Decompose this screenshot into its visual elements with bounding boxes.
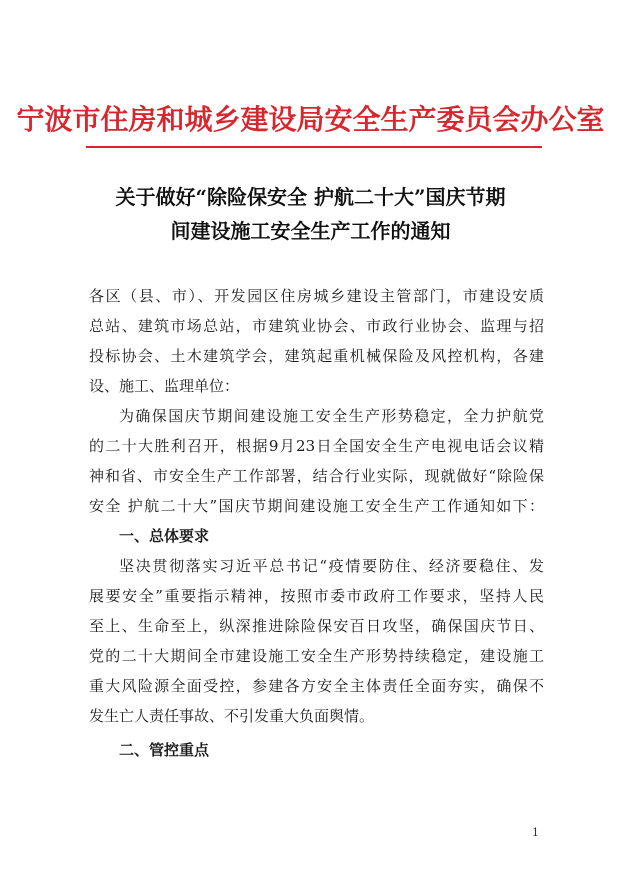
requirements-line: 发生亡人责任事故、不引发重大负面舆情。 xyxy=(89,707,375,725)
requirements-line: 重大风险源全面受控，参建各方安全主体责任全面夯实，确保不 xyxy=(89,677,544,695)
header-red-rule xyxy=(86,146,542,148)
addressee-line: 各区（县、市）、开发园区住房城乡建设主管部门，市建设安质 xyxy=(89,287,544,305)
requirements-line: 党的二十大期间全市建设施工安全生产形势持续稳定，建设施工 xyxy=(89,647,544,665)
addressee-paragraph xyxy=(89,281,544,401)
intro-line: 的二十大胜利召开，根据9月23日全国安全生产电视电话会议精 xyxy=(89,437,544,455)
requirements-line: 坚决贯彻落实习近平总书记“疫情要防住、经济要稳住、发 xyxy=(119,557,544,575)
general-requirements-paragraph xyxy=(89,551,544,731)
issuing-office-title: 宁波市住房和城乡建设局安全生产委员会办公室 xyxy=(16,103,605,136)
notice-title-line-1: 关于做好“除险保安全 护航二十大”国庆节期 xyxy=(115,185,506,209)
requirements-line: 至上、生命至上，纵深推进除险保安百日攻坚，确保国庆节日、 xyxy=(89,617,544,635)
section-heading-control-priorities: 二、管控重点 xyxy=(119,741,210,759)
notice-title-line-2: 间建设施工安全生产工作的通知 xyxy=(170,219,451,243)
intro-line: 为确保国庆节期间建设施工安全生产形势稳定，全力护航党 xyxy=(119,407,544,425)
intro-paragraph xyxy=(89,401,544,521)
document-body xyxy=(89,281,544,765)
intro-line: 神和省、市安全生产工作部署，结合行业实际，现就做好“除险保 xyxy=(89,467,544,485)
page-number: 1 xyxy=(532,826,539,839)
addressee-line: 设、施工、监理单位： xyxy=(89,377,240,395)
addressee-line: 投标协会、土木建筑学会，建筑起重机械保险及风控机构，各建 xyxy=(89,347,544,365)
requirements-line: 展要安全”重要指示精神，按照市委市政府工作要求，坚持人民 xyxy=(89,587,544,605)
addressee-line: 总站、建筑市场总站，市建筑业协会、市政行业协会、监理与招 xyxy=(89,317,544,335)
intro-line: 安全 护航二十大”国庆节期间建设施工安全生产工作通知如下： xyxy=(89,497,544,515)
section-heading-general-requirements: 一、总体要求 xyxy=(119,527,210,545)
notice-title xyxy=(0,180,621,248)
